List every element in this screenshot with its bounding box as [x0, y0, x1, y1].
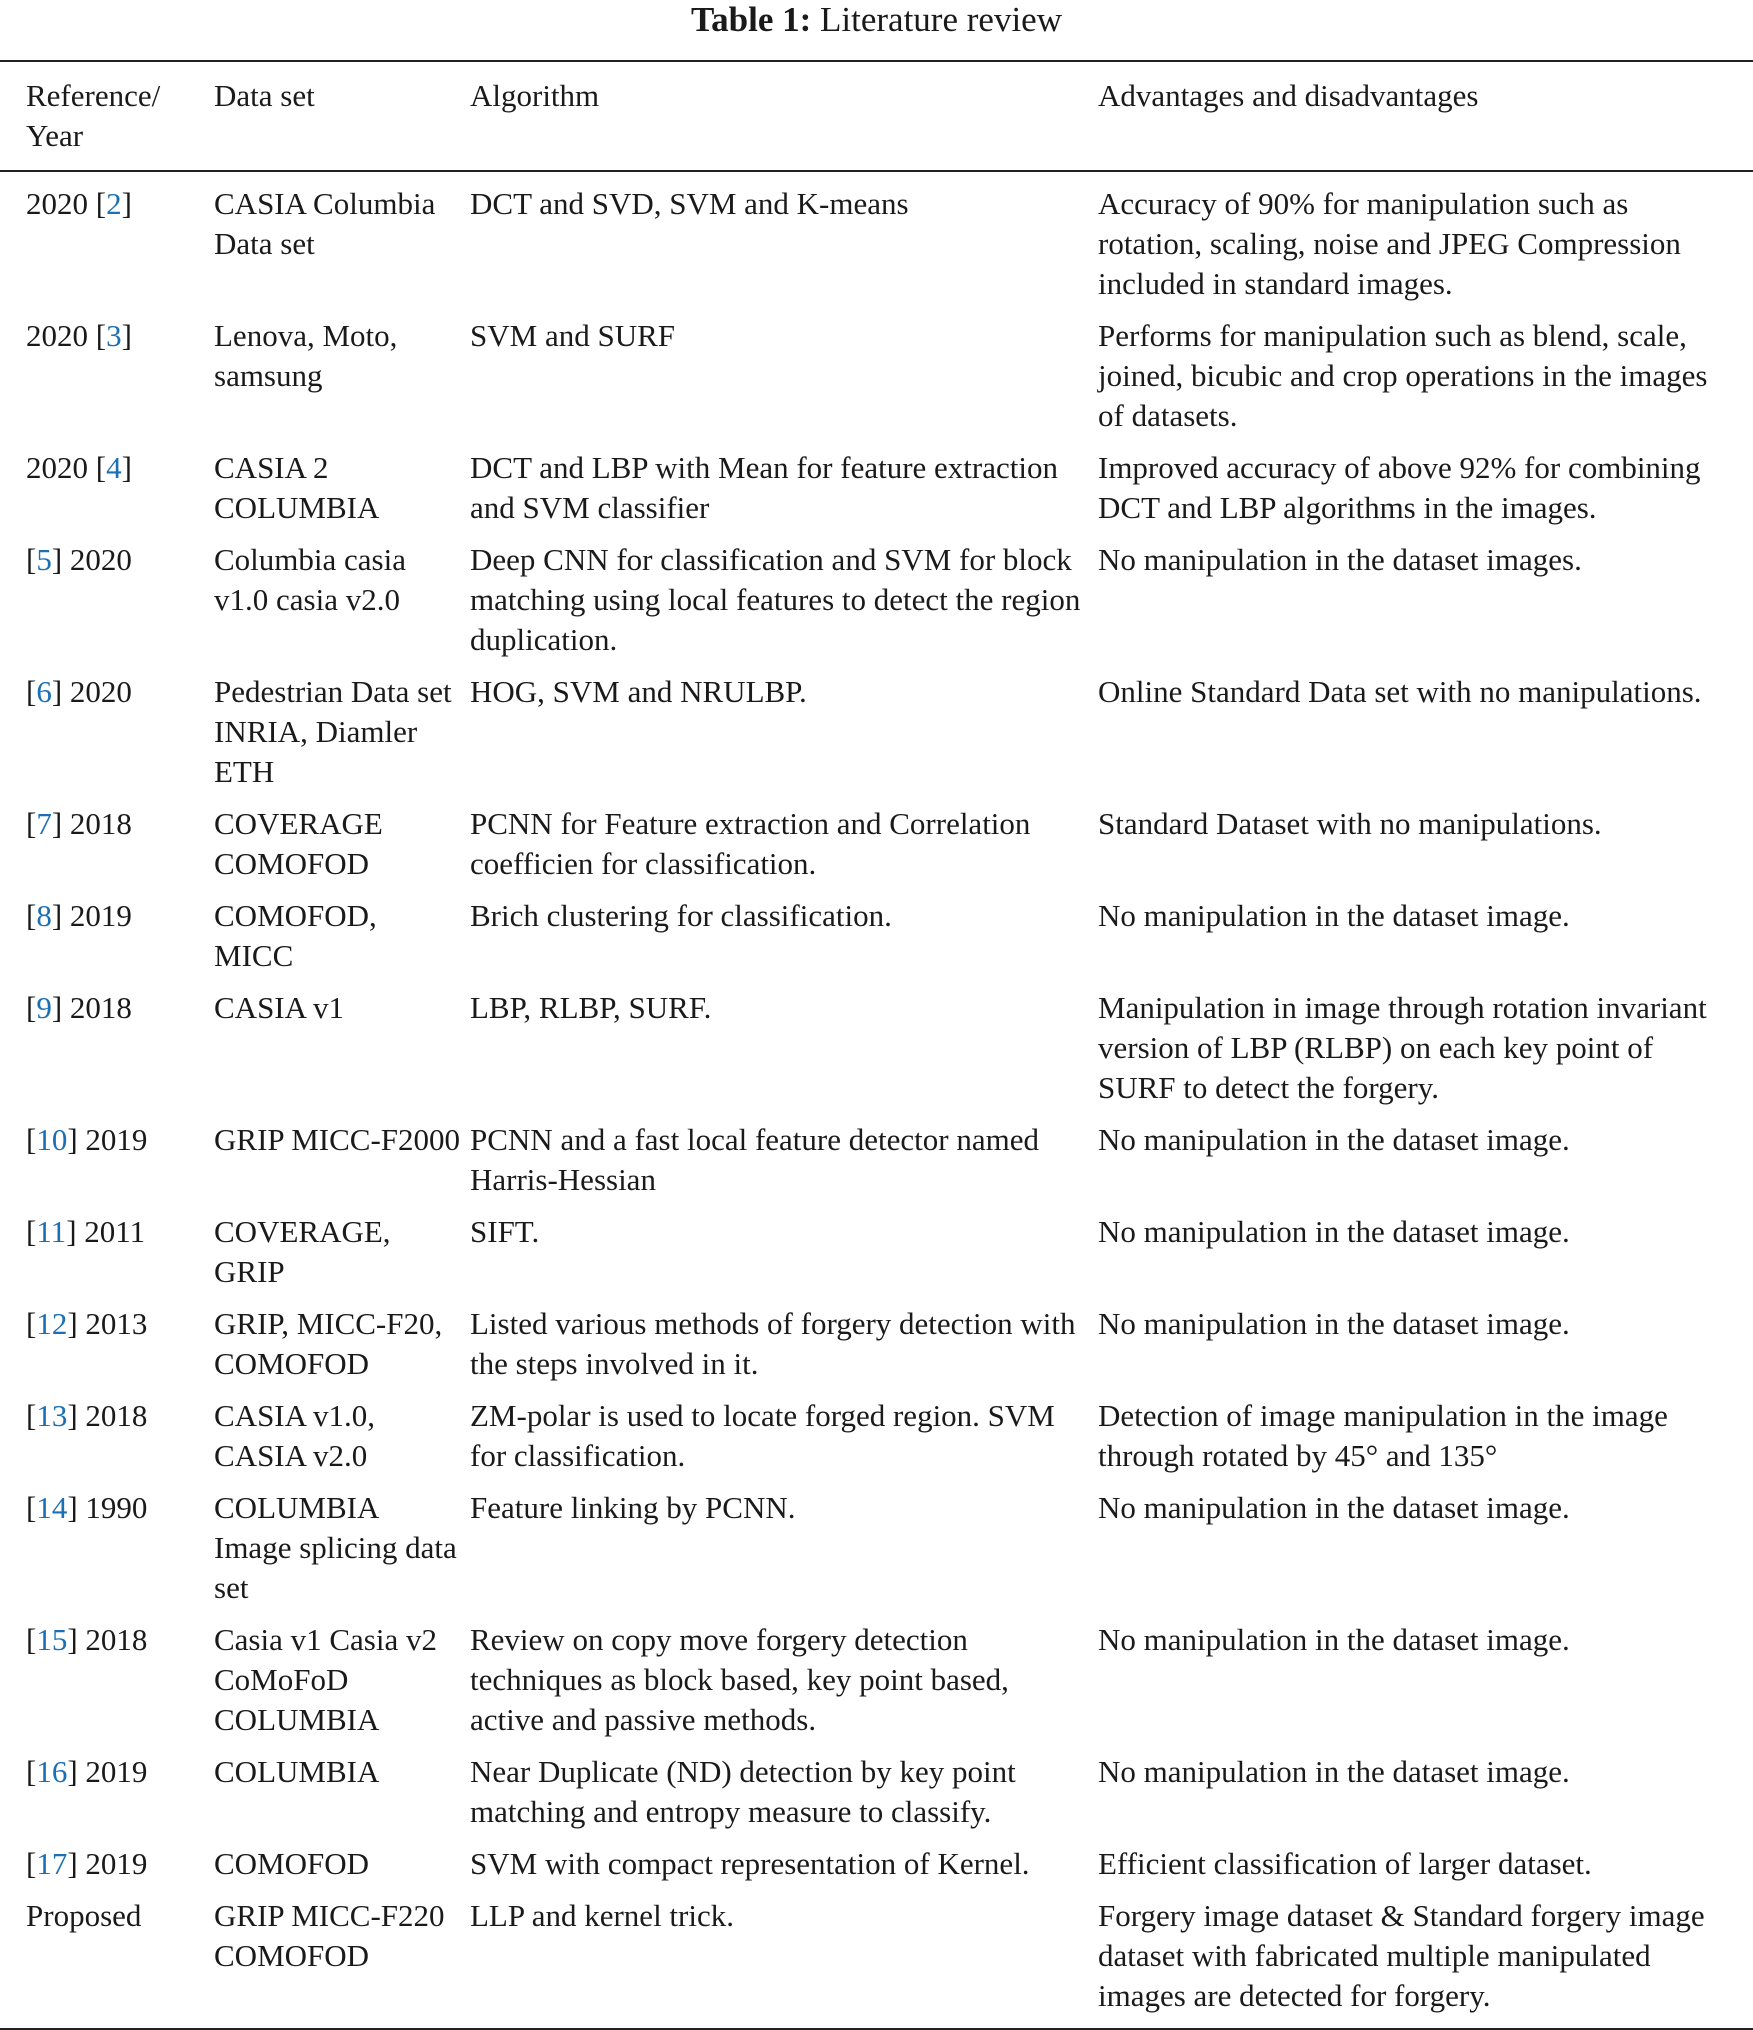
ref-prefix: [	[26, 1398, 37, 1433]
reference-link[interactable]: 12	[36, 1306, 68, 1341]
reference-year-cell	[0, 448, 214, 540]
reference-link[interactable]: 4	[106, 450, 122, 485]
dataset-cell: COLUMBIA Image splicing data set	[214, 1490, 457, 1605]
advantages-cell: Improved accuracy of above 92% for combining DCT and LBP algorithms in the images.	[1098, 450, 1701, 525]
advantages-cell: No manipulation in the dataset image.	[1098, 1122, 1570, 1157]
table-row	[0, 1896, 1753, 2029]
ref-suffix: ] 2019	[67, 1122, 148, 1157]
table-row	[0, 1620, 1753, 1752]
table-row	[0, 1304, 1753, 1396]
header-data-set: Data set	[214, 78, 315, 113]
reference-link[interactable]: 3	[106, 318, 122, 353]
table-row	[0, 171, 1753, 316]
algorithm-cell: PCNN and a fast local feature detector named Harris-Hessian	[470, 1122, 1039, 1197]
reference-year-cell	[0, 1120, 214, 1212]
reference-year-cell	[0, 1212, 214, 1304]
ref-prefix: [	[26, 1490, 37, 1525]
table-row	[0, 316, 1753, 448]
algorithm-cell: PCNN for Feature extraction and Correlation coefficien for classification.	[470, 806, 1031, 881]
ref-suffix: ]	[121, 186, 132, 221]
table-row	[0, 1212, 1753, 1304]
ref-suffix: ] 2019	[51, 898, 132, 933]
ref-suffix: ] 2018	[67, 1622, 148, 1657]
advantages-cell: Performs for manipulation such as blend, scale, joined, bicubic and crop operations in the images of datasets.	[1098, 318, 1708, 433]
table-row	[0, 448, 1753, 540]
table-row	[0, 1488, 1753, 1620]
ref-prefix: 2020 [	[26, 318, 107, 353]
ref-suffix: ] 2019	[67, 1846, 148, 1881]
reference-year-cell	[0, 1304, 214, 1396]
ref-prefix: [	[26, 1622, 37, 1657]
ref-prefix: Proposed	[26, 1898, 142, 1933]
reference-year-cell	[0, 540, 214, 672]
dataset-cell: COMOFOD	[214, 1846, 370, 1881]
dataset-cell: Casia v1 Casia v2 CoMoFoD COLUMBIA	[214, 1622, 437, 1737]
caption-title: Literature review	[820, 0, 1062, 39]
reference-link[interactable]: 10	[36, 1122, 68, 1157]
reference-year-cell	[0, 1896, 214, 2029]
dataset-cell: Lenova, Moto, samsung	[214, 318, 398, 393]
ref-suffix: ] 2018	[67, 1398, 148, 1433]
ref-prefix: 2020 [	[26, 186, 107, 221]
table-row	[0, 1120, 1753, 1212]
ref-suffix: ] 2020	[51, 674, 132, 709]
algorithm-cell: SVM with compact representation of Kernel.	[470, 1846, 1030, 1881]
advantages-cell: No manipulation in the dataset image.	[1098, 898, 1570, 933]
dataset-cell: GRIP MICC-F2000	[214, 1122, 461, 1157]
algorithm-cell: Feature linking by PCNN.	[470, 1490, 796, 1525]
table-header	[0, 61, 1753, 171]
ref-suffix: ] 2018	[51, 990, 132, 1025]
literature-review-table	[0, 60, 1753, 2030]
reference-year-cell	[0, 1396, 214, 1488]
table-row	[0, 1844, 1753, 1896]
ref-suffix: ] 2019	[67, 1754, 148, 1789]
reference-link[interactable]: 15	[36, 1622, 68, 1657]
reference-link[interactable]: 16	[36, 1754, 68, 1789]
ref-suffix: ] 2013	[67, 1306, 148, 1341]
dataset-cell: Pedestrian Data set INRIA, Diamler ETH	[214, 674, 452, 789]
algorithm-cell: Listed various methods of forgery detection with the steps involved in it.	[470, 1306, 1076, 1381]
table-row	[0, 1752, 1753, 1844]
header-row	[0, 61, 1753, 171]
reference-link[interactable]: 11	[36, 1214, 67, 1249]
advantages-cell: No manipulation in the dataset image.	[1098, 1214, 1570, 1249]
table-caption	[0, 0, 1753, 40]
algorithm-cell: LBP, RLBP, SURF.	[470, 990, 712, 1025]
reference-link[interactable]: 7	[36, 806, 52, 841]
advantages-cell: No manipulation in the dataset images.	[1098, 542, 1582, 577]
dataset-cell: COLUMBIA	[214, 1754, 380, 1789]
ref-prefix: [	[26, 1846, 37, 1881]
dataset-cell: GRIP MICC-F220 COMOFOD	[214, 1898, 445, 1973]
reference-link[interactable]: 8	[36, 898, 52, 933]
reference-link[interactable]: 6	[36, 674, 52, 709]
ref-prefix: [	[26, 674, 37, 709]
dataset-cell: CASIA Columbia Data set	[214, 186, 436, 261]
algorithm-cell: Brich clustering for classification.	[470, 898, 892, 933]
dataset-cell: Columbia casia v1.0 casia v2.0	[214, 542, 406, 617]
header-algorithm: Algorithm	[470, 78, 600, 113]
reference-link[interactable]: 14	[36, 1490, 68, 1525]
dataset-cell: CASIA v1.0, CASIA v2.0	[214, 1398, 376, 1473]
reference-year-cell	[0, 804, 214, 896]
algorithm-cell: DCT and SVD, SVM and K-means	[470, 186, 909, 221]
dataset-cell: GRIP, MICC-F20, COMOFOD	[214, 1306, 443, 1381]
reference-year-cell	[0, 988, 214, 1120]
dataset-cell: CASIA v1	[214, 990, 345, 1025]
ref-prefix: [	[26, 1214, 37, 1249]
header-advantages: Advantages and disadvantages	[1098, 78, 1479, 113]
table-row	[0, 540, 1753, 672]
ref-suffix: ]	[121, 450, 132, 485]
caption-label: Table 1:	[691, 0, 812, 39]
advantages-cell: Standard Dataset with no manipulations.	[1098, 806, 1602, 841]
advantages-cell: Online Standard Data set with no manipulations.	[1098, 674, 1702, 709]
table-row	[0, 804, 1753, 896]
reference-year-cell	[0, 1620, 214, 1752]
ref-suffix: ] 2020	[51, 542, 132, 577]
reference-year-cell	[0, 316, 214, 448]
advantages-cell: No manipulation in the dataset image.	[1098, 1754, 1570, 1789]
dataset-cell: CASIA 2 COLUMBIA	[214, 450, 380, 525]
dataset-cell: COMOFOD, MICC	[214, 898, 377, 973]
reference-year-cell	[0, 171, 214, 316]
reference-link[interactable]: 5	[36, 542, 52, 577]
ref-suffix: ]	[121, 318, 132, 353]
algorithm-cell: HOG, SVM and NRULBP.	[470, 674, 807, 709]
reference-year-cell	[0, 1844, 214, 1896]
algorithm-cell: ZM-polar is used to locate forged region. SVM for classification.	[470, 1398, 1055, 1473]
reference-year-cell	[0, 1752, 214, 1844]
algorithm-cell: Near Duplicate (ND) detection by key point matching and entropy measure to classify.	[470, 1754, 1016, 1829]
ref-prefix: [	[26, 542, 37, 577]
table-row	[0, 672, 1753, 804]
reference-year-cell	[0, 672, 214, 804]
dataset-cell: COVERAGE, GRIP	[214, 1214, 391, 1289]
algorithm-cell: SIFT.	[470, 1214, 540, 1249]
algorithm-cell: LLP and kernel trick.	[470, 1898, 734, 1933]
reference-link[interactable]: 17	[36, 1846, 68, 1881]
ref-prefix: [	[26, 898, 37, 933]
algorithm-cell: Deep CNN for classification and SVM for block matching using local features to detect the region duplication.	[470, 542, 1081, 657]
advantages-cell: No manipulation in the dataset image.	[1098, 1622, 1570, 1657]
header-reference-year: Reference/ Year	[26, 78, 161, 153]
reference-year-cell	[0, 896, 214, 988]
ref-prefix: 2020 [	[26, 450, 107, 485]
reference-link[interactable]: 13	[36, 1398, 68, 1433]
advantages-cell: No manipulation in the dataset image.	[1098, 1490, 1570, 1525]
table-row	[0, 896, 1753, 988]
dataset-cell: COVERAGE COMOFOD	[214, 806, 383, 881]
table-row	[0, 988, 1753, 1120]
table-body	[0, 171, 1753, 2029]
advantages-cell: Forgery image dataset & Standard forgery image dataset with fabricated multiple manipulated images are detected for forgery.	[1098, 1898, 1705, 2013]
ref-prefix: [	[26, 1306, 37, 1341]
table-row	[0, 1396, 1753, 1488]
algorithm-cell: Review on copy move forgery detection techniques as block based, key point based, active and passive methods.	[470, 1622, 1009, 1737]
ref-prefix: [	[26, 1754, 37, 1789]
ref-prefix: [	[26, 990, 37, 1025]
algorithm-cell: SVM and SURF	[470, 318, 675, 353]
advantages-cell: Efficient classification of larger dataset.	[1098, 1846, 1592, 1881]
ref-suffix: ] 2018	[51, 806, 132, 841]
reference-link[interactable]: 9	[36, 990, 52, 1025]
advantages-cell: Accuracy of 90% for manipulation such as rotation, scaling, noise and JPEG Compression included in standard images.	[1098, 186, 1681, 301]
reference-link[interactable]: 2	[106, 186, 122, 221]
advantages-cell: No manipulation in the dataset image.	[1098, 1306, 1570, 1341]
advantages-cell: Manipulation in image through rotation invariant version of LBP (RLBP) on each key point of SURF to detect the forgery.	[1098, 990, 1707, 1105]
algorithm-cell: DCT and LBP with Mean for feature extraction and SVM classifier	[470, 450, 1058, 525]
reference-year-cell	[0, 1488, 214, 1620]
advantages-cell: Detection of image manipulation in the image through rotated by 45° and 135°	[1098, 1398, 1668, 1473]
ref-suffix: ] 1990	[67, 1490, 148, 1525]
ref-prefix: [	[26, 806, 37, 841]
ref-suffix: ] 2011	[66, 1214, 146, 1249]
ref-prefix: [	[26, 1122, 37, 1157]
